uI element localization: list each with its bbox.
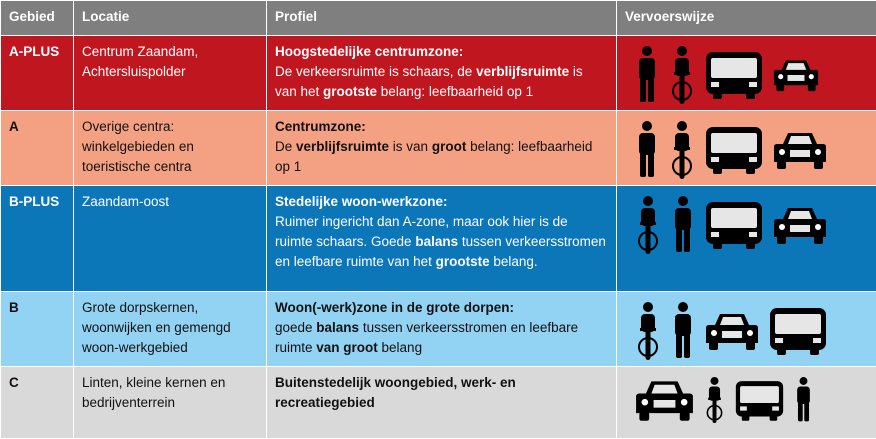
locatie-line: woonwijken en gemengd: [82, 320, 231, 335]
icon-group: [625, 42, 868, 104]
vervoerswijze-cell: [617, 367, 876, 439]
cyclist-icon: [704, 377, 725, 423]
car-icon: [773, 58, 819, 92]
profiel-text: goede: [275, 320, 316, 335]
profiel-text: belang: leefbaarheid op 1: [377, 84, 533, 99]
locatie-line: Centrum Zaandam,: [82, 44, 198, 59]
vervoerswijze-cell: [617, 36, 876, 111]
bus-icon: [705, 125, 763, 175]
table-header-row: [1, 1, 876, 36]
header-vervoerswijze: Vervoerswijze: [617, 1, 876, 36]
profiel-bold: grootste: [323, 84, 377, 99]
locatie-cell: [74, 367, 267, 439]
profiel-text: De verkeersruimte is schaars, de: [275, 64, 476, 79]
locatie-line: bedrijventerrein: [82, 395, 175, 410]
profiel-bold: grootste: [436, 254, 490, 269]
bus-icon: [769, 306, 827, 356]
profiel-bold: verblijfsruimte: [296, 139, 389, 154]
locatie-line: Grote dorpskernen,: [82, 300, 198, 315]
vervoerswijze-cell: [617, 292, 876, 367]
locatie-line: woon-werkgebied: [82, 340, 188, 355]
cyclist-icon: [669, 121, 695, 179]
cyclist-icon: [635, 302, 661, 360]
table-row: [1, 292, 876, 367]
profiel-text: belang.: [490, 254, 538, 269]
vervoerswijze-cell: [617, 186, 876, 292]
profiel-bold: balans: [415, 234, 458, 249]
profiel-title: Buitenstedelijk woongebied, werk- en recreatiegebied: [275, 373, 608, 413]
bus-icon: [735, 379, 784, 422]
profiel-title: Hoogstedelijke centrumzone:: [275, 42, 608, 62]
profiel-title: Woon(-werk)zone in de grote dorpen:: [275, 298, 608, 318]
pedestrian-icon: [671, 302, 695, 360]
gebied-cell: A-PLUS: [1, 36, 74, 111]
gebied-cell: C: [1, 367, 74, 439]
locatie-line: Achtersluispolder: [82, 64, 186, 79]
icon-group: [625, 373, 868, 423]
gebied-cell: A: [1, 111, 74, 186]
profiel-text: Ruimer ingericht dan A-zone, maar ook hier is de ruimte schaars. Goede: [275, 214, 568, 249]
vervoerswijze-cell: [617, 111, 876, 186]
locatie-cell: [74, 186, 267, 292]
header-locatie: Locatie: [74, 1, 267, 36]
table-row: [1, 367, 876, 439]
locatie-line: Overige centra:: [82, 119, 174, 134]
cyclist-icon: [635, 196, 661, 254]
profiel-cell: [267, 36, 617, 111]
profiel-text: De: [275, 139, 296, 154]
profiel-text: belang: leefbaarheid op 1: [275, 139, 592, 174]
pedestrian-icon: [794, 377, 813, 423]
locatie-line: Zaandam-oost: [82, 194, 169, 209]
icon-group: [625, 117, 868, 179]
profiel-title: Centrumzone:: [275, 117, 608, 137]
pedestrian-icon: [635, 121, 659, 179]
profiel-text: is van het: [275, 64, 583, 99]
profiel-bold: groot: [432, 139, 467, 154]
locatie-cell: [74, 292, 267, 367]
locatie-cell: [74, 36, 267, 111]
cyclist-icon: [669, 46, 695, 104]
car-icon: [773, 205, 827, 245]
icon-group: [625, 192, 868, 254]
car-icon: [705, 311, 759, 351]
pedestrian-icon: [671, 196, 695, 254]
icon-group: [625, 298, 868, 360]
profiel-text: belang: [378, 340, 422, 355]
profiel-text: tussen verkeersstromen en leefbare ruimte: [275, 320, 578, 355]
bus-icon: [705, 50, 763, 100]
profiel-bold: balans: [316, 320, 359, 335]
profiel-title: Stedelijke woon-werkzone:: [275, 192, 608, 212]
locatie-cell: [74, 111, 267, 186]
pedestrian-icon: [635, 46, 659, 104]
locatie-line: Linten, kleine kernen en: [82, 375, 225, 390]
profiel-text: is van: [389, 139, 432, 154]
profiel-cell: [267, 186, 617, 292]
car-icon: [635, 378, 694, 422]
profiel-text: tussen verkeersstromen en leefbare ruimte van het: [275, 234, 606, 269]
gebied-cell: B: [1, 292, 74, 367]
header-gebied: Gebied: [1, 1, 74, 36]
locatie-line: toeristische centra: [82, 159, 192, 174]
profiel-bold: verblijfsruimte: [476, 64, 569, 79]
profiel-cell: [267, 367, 617, 439]
profiel-bold: van groot: [316, 340, 378, 355]
table-row: [1, 111, 876, 186]
locatie-line: winkelgebieden en: [82, 139, 194, 154]
table-row: [1, 36, 876, 111]
header-profiel: Profiel: [267, 1, 617, 36]
table-row: [1, 186, 876, 292]
bus-icon: [705, 200, 763, 250]
profiel-cell: [267, 111, 617, 186]
car-icon: [773, 130, 827, 170]
profiel-cell: [267, 292, 617, 367]
gebied-cell: B-PLUS: [1, 186, 74, 292]
